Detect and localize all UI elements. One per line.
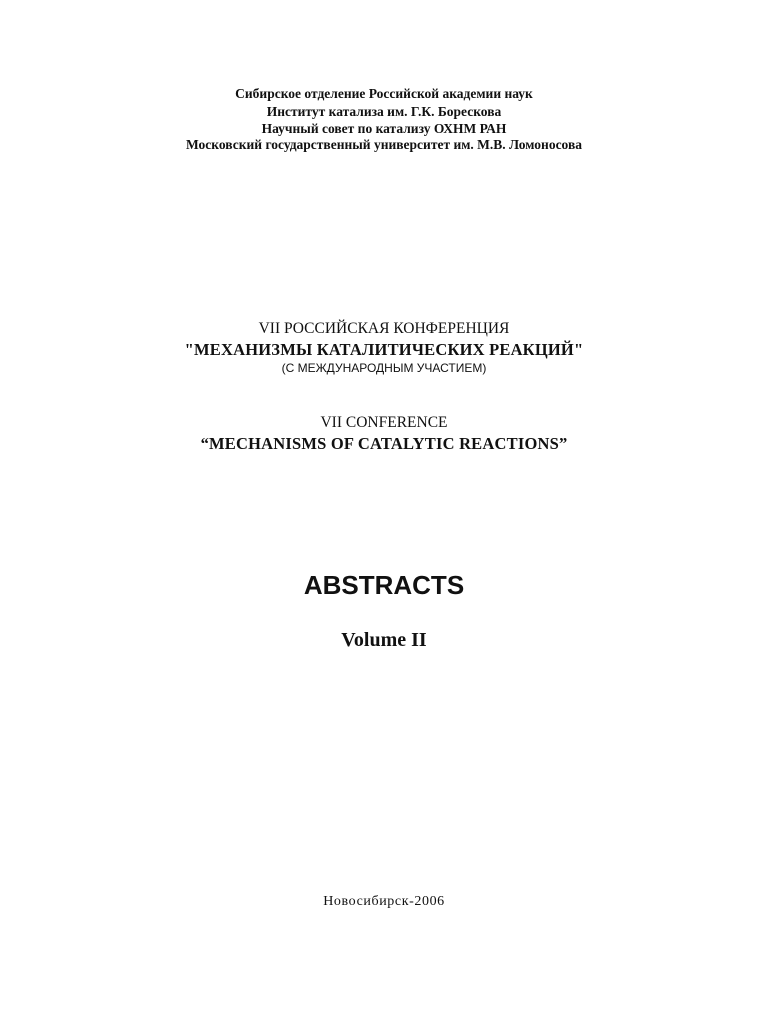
institution-line-1: Сибирское отделение Российской академии наук	[235, 86, 533, 101]
conference-ru-title: "МЕХАНИЗМЫ КАТАЛИТИЧЕСКИХ РЕАКЦИЙ"	[184, 340, 584, 359]
institution-line-2: Институт катализа им. Г.К. Борескова	[266, 104, 502, 119]
institution-line-4: Московский государственный университет им. М.В. Ломоносова	[185, 137, 583, 152]
volume-label: Volume II	[341, 629, 427, 651]
conference-en-number: VII CONFERENCE	[320, 414, 448, 431]
abstracts-heading: ABSTRACTS	[303, 570, 465, 600]
conference-en-title: “MECHANISMS OF CATALYTIC REACTIONS”	[200, 434, 568, 453]
conference-ru-number: VII РОССИЙСКАЯ КОНФЕРЕНЦИЯ	[258, 320, 510, 337]
place-year: Новосибирск-2006	[323, 894, 445, 909]
institution-line-3: Научный совет по катализу ОХНМ РАН	[261, 121, 507, 136]
conference-ru-subtitle: (С МЕЖДУНАРОДНЫМ УЧАСТИЕМ)	[281, 361, 487, 375]
